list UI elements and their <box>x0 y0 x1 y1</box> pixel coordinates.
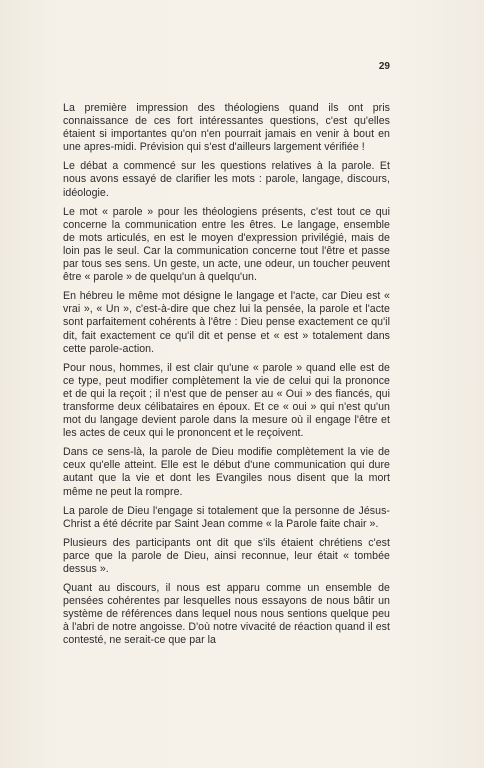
page-number: 29 <box>378 61 390 72</box>
paragraph: Plusieurs des participants ont dit que s'ils étaient chrétiens c'est parce que la parole de Dieu, ainsi reconnue, leur était « tombée dessus ». <box>63 536 390 575</box>
paragraph: Quant au discours, il nous est apparu comme un ensemble de pensées cohérentes par lesquelles nous essayons de nous bâtir un système de références dans lequel nous nous sentions quelque peu à l'abri de notre angoisse. D'où notre vivacité de réaction quand il est contesté, ne serait-ce que par la <box>63 582 390 647</box>
paragraph: Pour nous, hommes, il est clair qu'une « parole » quand elle est de ce type, peut modifier complètement la vie de celui qui la prononce et de qui la reçoit ; il n'est que de penser au « Oui » des fiancés, qui transforme deux célibataires en époux. Et ce « oui » qui n'est qu'un mot du langage devient parole dans la mesure où il engage l'être et les actes de ceux qui le prononcent et le reçoivent. <box>63 361 390 440</box>
body-text <box>63 102 390 654</box>
paragraph: La parole de Dieu l'engage si totalement que la personne de Jésus-Christ a été décrite par Saint Jean comme « la Parole faite chair ». <box>63 504 390 530</box>
paragraph: La première impression des théologiens quand ils ont pris connaissance de ces fort intéressantes questions, c'est qu'elles étaient si importantes qu'on n'en pourrait jamais en venir à bout en une apres-midi. Prévision qui s'est d'ailleurs largement vérifiée ! <box>63 102 390 154</box>
paragraph: Le mot « parole » pour les théologiens présents, c'est tout ce qui concerne la communication entre les êtres. Le langage, ensemble de mots articulés, en est le moyen d'expression privilégié, mais de loin pas le seul. Car la communication concerne tout l'être et passe par tous ses sens. Un geste, un acte, une odeur, un toucher peuvent être « parole » de quelqu'un à quelqu'un. <box>63 205 390 284</box>
paragraph: Dans ce sens-là, la parole de Dieu modifie complètement la vie de ceux qu'elle atteint. Elle est le début d'une communication qui dure autant que la vie et dont les Evangiles nous disent que la mort même ne peut la rompre. <box>63 446 390 498</box>
paragraph: Le débat a commencé sur les questions relatives à la parole. Et nous avons essayé de clarifier les mots : parole, langage, discours, idéologie. <box>63 160 390 199</box>
paragraph: En hébreu le même mot désigne le langage et l'acte, car Dieu est « vrai », « Un », c'est-à-dire que chez lui la pensée, la parole et l'acte sont parfaitement cohérents à l'être : Dieu pense exactement ce qu'il dit, fait exactement ce qu'il dit et pense et « est » totalement dans cette parole-action. <box>63 290 390 355</box>
